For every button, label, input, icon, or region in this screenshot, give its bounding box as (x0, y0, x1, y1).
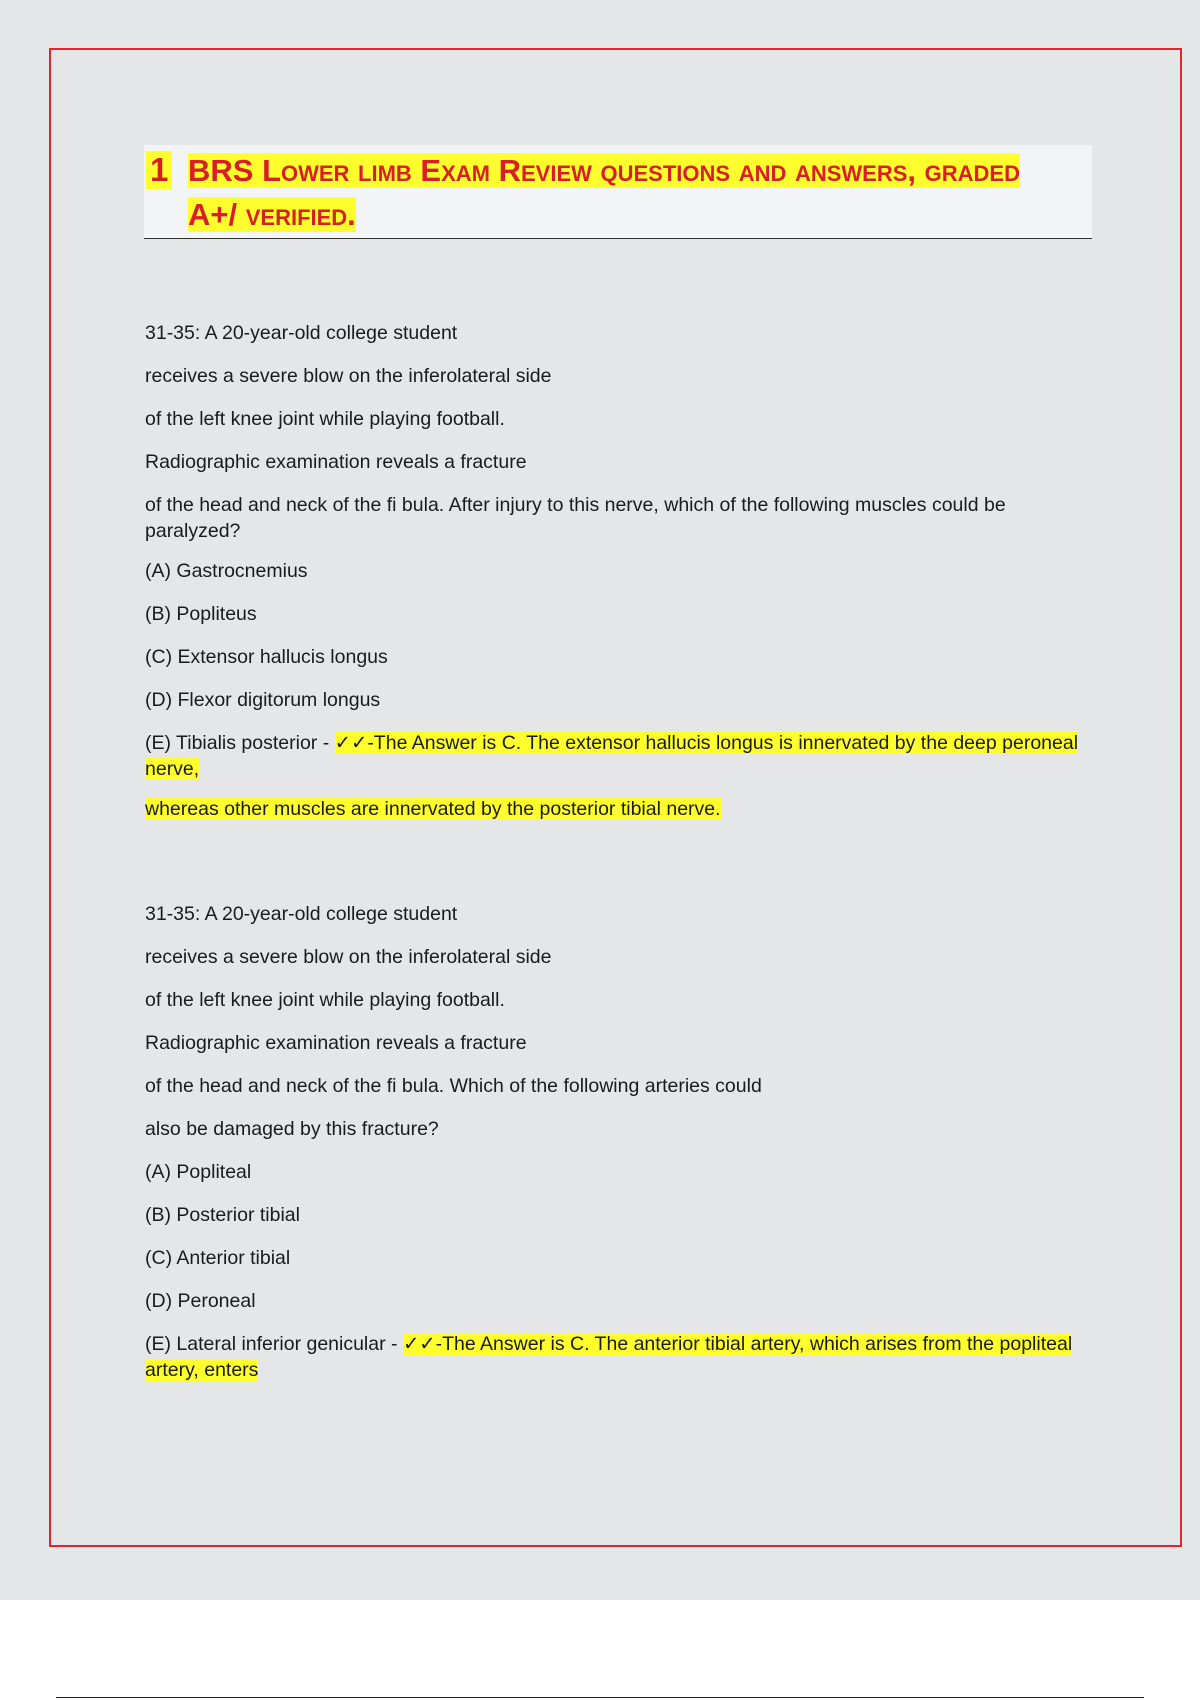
stem-line: receives a severe blow on the inferolateral side (145, 365, 552, 387)
option-b: (B) Popliteus (145, 603, 257, 625)
stem-line: 31-35: A 20-year-old college student (145, 903, 458, 925)
option-e-with-answer (145, 1331, 1085, 1383)
answer-text: ✓✓-The Answer is C. The extensor hallucis longus is innervated by the deep peroneal nerve, (145, 732, 1079, 780)
stem-line: of the head and neck of the fi bula. Which of the following arteries could (145, 1075, 762, 1097)
answer-text: ✓✓-The Answer is C. The anterior tibial artery, which arises from the popliteal artery, enters (145, 1333, 1073, 1381)
document-heading (144, 145, 1092, 239)
question-block-1 (145, 320, 1085, 822)
option-c: (C) Anterior tibial (145, 1247, 291, 1269)
heading-number: 1 (146, 151, 172, 189)
option-a: (A) Gastrocnemius (145, 560, 308, 582)
answer-continued-line (145, 796, 1085, 822)
stem-line: Radiographic examination reveals a fracture (145, 451, 527, 473)
stem-line: of the left knee joint while playing football. (145, 989, 505, 1011)
option-c: (C) Extensor hallucis longus (145, 646, 388, 668)
stem-line: of the head and neck of the fi bula. After injury to this nerve, which of the following muscles could be paralyzed? (145, 494, 1006, 542)
question-block-2 (145, 901, 1085, 1383)
stem-line: also be damaged by this fracture? (145, 1118, 439, 1140)
option-e: (E) Tibialis posterior - (145, 732, 335, 754)
option-d: (D) Flexor digitorum longus (145, 689, 381, 711)
option-a: (A) Popliteal (145, 1161, 252, 1183)
next-page-rule (56, 1697, 1144, 1698)
heading-title (188, 149, 1048, 237)
option-e: (E) Lateral inferior genicular - (145, 1333, 403, 1355)
stem-line: Radiographic examination reveals a fracture (145, 1032, 527, 1054)
stem-line: receives a severe blow on the inferolateral side (145, 946, 552, 968)
option-d: (D) Peroneal (145, 1290, 256, 1312)
option-e-with-answer (145, 730, 1085, 782)
document-body (145, 320, 1085, 1400)
stem-line: 31-35: A 20-year-old college student (145, 322, 458, 344)
stem-line: of the left knee joint while playing football. (145, 408, 505, 430)
option-b: (B) Posterior tibial (145, 1204, 300, 1226)
answer-continued: whereas other muscles are innervated by the posterior tibial nerve. (145, 798, 721, 820)
heading-title-text: BRS Lower limb Exam Review questions and answers, graded A+/ verified. (188, 153, 1020, 232)
